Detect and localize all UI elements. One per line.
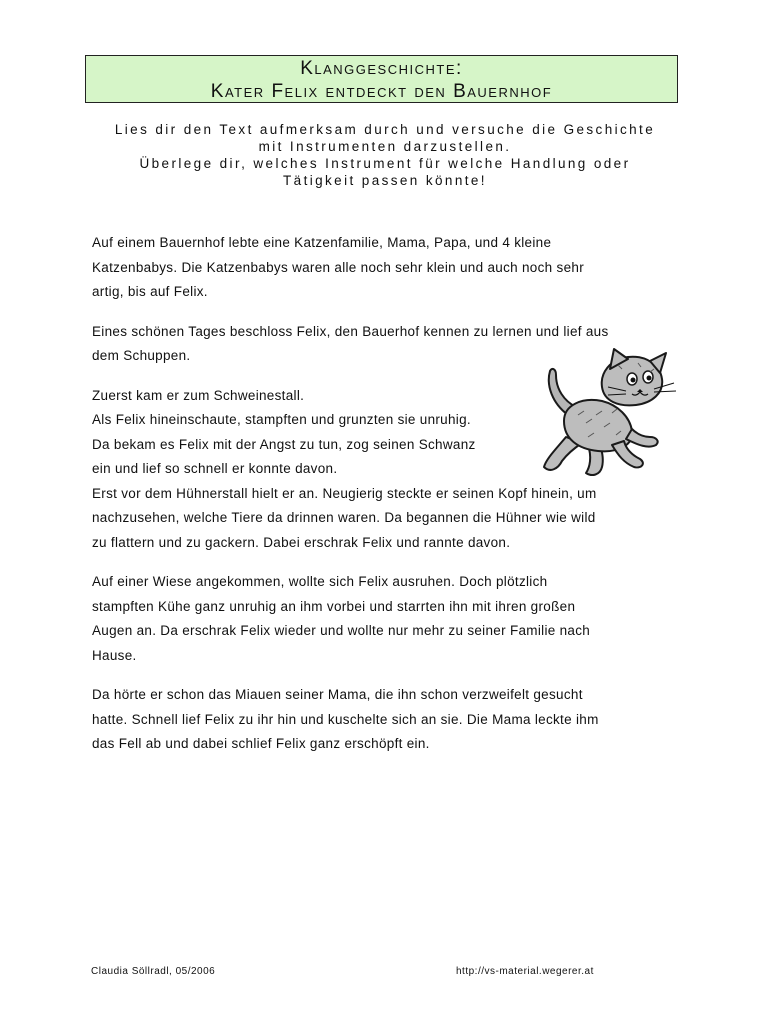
story-line: Zuerst kam er zum Schweinestall. <box>92 387 305 403</box>
cat-illustration-icon <box>538 345 688 480</box>
footer-author: Claudia Söllradl, 05/2006 <box>91 966 216 977</box>
story-line: Da bekam es Felix mit der Angst zu tun, zog seinen Schwanz <box>92 436 476 452</box>
instruction-line: mit Instrumenten darzustellen. <box>258 139 512 154</box>
title-line-2: Kater Felix entdeckt den Bauernhof <box>210 81 553 102</box>
story-line: stampften Kühe ganz unruhig an ihm vorbei und starrten ihn mit ihren großen <box>92 598 576 614</box>
story-line: Da hörte er schon das Miauen seiner Mama, die ihn schon verzweifelt gesucht <box>92 687 583 702</box>
story-line: artig, bis auf Felix. <box>92 284 208 299</box>
paragraph-4 <box>92 570 692 668</box>
story-line: Augen an. Da erschrak Felix wieder und wollte nur mehr zu seiner Familie nach <box>92 623 591 638</box>
instructions <box>80 121 690 189</box>
story-line: Auf einer Wiese angekommen, wollte sich Felix ausruhen. Doch plötzlich <box>92 574 548 589</box>
story-line: Hause. <box>92 647 137 663</box>
footer-url[interactable]: http://vs-material.wegerer.at <box>456 966 594 977</box>
story-line: hatte. Schnell lief Felix zu ihr hin und kuschelte sich an sie. Die Mama leckte ihm <box>92 711 599 727</box>
story-text <box>92 231 692 772</box>
story-line: Katzenbabys. Die Katzenbabys waren alle noch sehr klein und auch noch sehr <box>92 259 584 275</box>
story-line: Auf einem Bauernhof lebte eine Katzenfamilie, Mama, Papa, und 4 kleine <box>92 235 552 250</box>
story-line: ein und lief so schnell er konnte davon. <box>92 461 338 476</box>
story-line: Als Felix hineinschaute, stampften und grunzten sie unruhig. <box>92 412 471 427</box>
instruction-line: Lies dir den Text aufmerksam durch und versuche die Geschichte <box>114 122 656 137</box>
story-line: nachzusehen, welche Tiere da drinnen waren. Da begannen die Hühner wie wild <box>92 510 596 525</box>
story-line: Eines schönen Tages beschloss Felix, den Bauerhof kennen zu lernen und lief aus <box>92 323 609 339</box>
title-box <box>85 55 678 103</box>
paragraph-1 <box>92 231 692 305</box>
instruction-line: Tätigkeit passen könnte! <box>283 173 487 188</box>
paragraph-5 <box>92 683 692 757</box>
story-line: Erst vor dem Hühnerstall hielt er an. Neugierig steckte er seinen Kopf hinein, um <box>92 485 597 501</box>
title-line-1: Klanggeschichte: <box>300 58 463 79</box>
instruction-line: Überlege dir, welches Instrument für welche Handlung oder <box>139 156 631 171</box>
story-line: dem Schuppen. <box>92 348 191 363</box>
story-line: zu flattern und zu gackern. Dabei erschrak Felix und rannte davon. <box>92 534 511 550</box>
story-line: das Fell ab und dabei schlief Felix ganz erschöpft ein. <box>92 736 430 751</box>
